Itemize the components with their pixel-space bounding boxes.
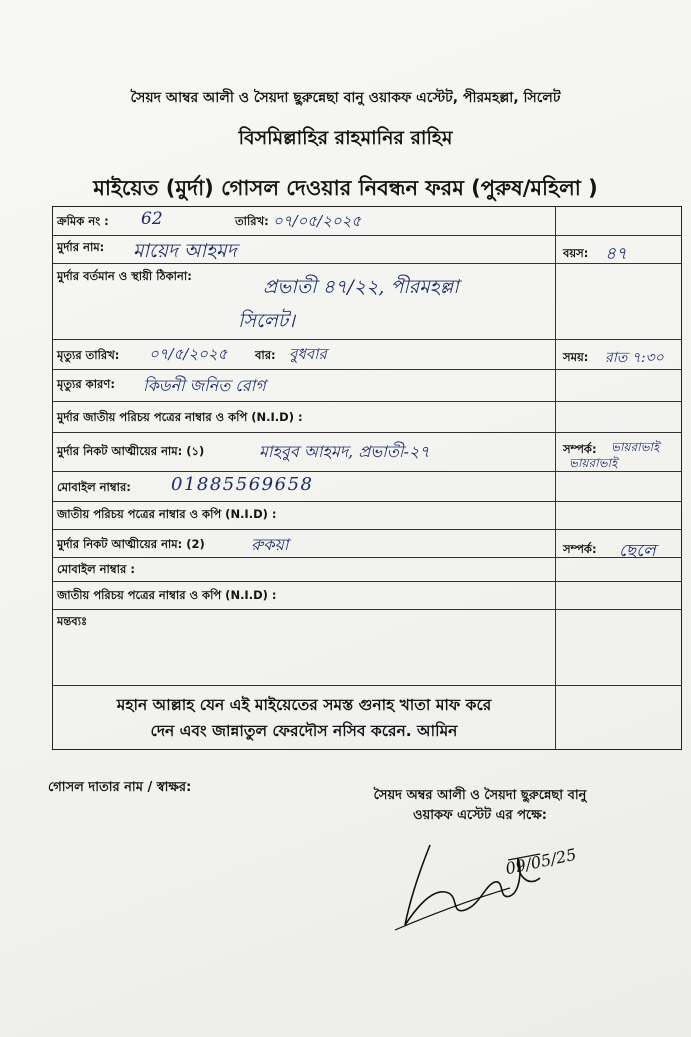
relation1-value-2: ভায়রাভাই xyxy=(569,456,618,470)
time-value: রাত ৭:৩০ xyxy=(605,350,664,366)
relative1-value: মাহবুব আহমদ, প্রভাতী-২৭ xyxy=(259,442,430,461)
estate-line-2: ওয়াকফ এস্টেট এর পক্ষে: xyxy=(413,808,547,823)
row-divider xyxy=(53,501,681,502)
nid2-label: জাতীয় পরিচয় পত্রের নাম্বার ও কপি (N.I.D) : xyxy=(57,588,277,602)
day-value: বুধবার xyxy=(289,345,327,363)
address-label: মুর্দার বর্তমান ও স্থায়ী ঠিকানা: xyxy=(57,269,192,283)
dua-line-1: মহান আল্লাহ যেন এই মাইয়েতের সমস্ত গুনাহ খাতা মাফ করে xyxy=(116,696,492,714)
row-divider xyxy=(53,581,681,582)
address-value-line1: প্রভাতী ৪৭/২২, পীরমহল্লা xyxy=(263,276,459,298)
estate-signatory xyxy=(340,786,620,826)
dua-line-2: দেন এবং জান্নাতুল ফেরদৌস নসিব করেন. আমিন xyxy=(150,722,458,740)
age-label: বয়স: xyxy=(563,246,589,260)
row-divider xyxy=(53,369,681,370)
relation2-value: ছেলে xyxy=(619,541,656,561)
row-divider xyxy=(53,685,681,686)
date-value: ০৭/০৫/২০২৫ xyxy=(273,212,362,230)
estate-heading: সৈয়দ আম্বর আলী ও সৈয়দা ছুরুন্নেছা বানু ওয়াকফ এস্টেট, পীরমহল্লা, সিলেট xyxy=(130,90,561,106)
nid-label: মুর্দার জাতীয় পরিচয় পত্রের নাম্বার ও কপি (N.I.D) : xyxy=(57,410,303,424)
registration-table xyxy=(52,206,682,750)
day-label: বার: xyxy=(255,348,276,362)
relation1-label: সম্পর্ক: xyxy=(563,442,597,456)
name-label: মুর্দার নাম: xyxy=(57,240,105,254)
relative2-value: রুকয়া xyxy=(251,535,289,554)
row-divider xyxy=(53,432,681,433)
row-divider xyxy=(53,529,681,530)
mobile1-label: মোবাইল নাম্বার: xyxy=(57,480,131,494)
cause-label: মৃত্যুর কারণ: xyxy=(57,377,115,391)
relation2-label: সম্পর্ক: xyxy=(563,542,597,556)
date-label: তারিখ: xyxy=(235,214,269,228)
cause-value: কিডনী জনিত রোগ xyxy=(143,376,266,395)
name-value: মায়েদ আহমদ xyxy=(133,240,237,262)
row-divider xyxy=(53,401,681,402)
mobile1-value: 01885569658 xyxy=(171,474,314,495)
mobile2-label: মোবাইল নাম্বার : xyxy=(57,562,135,576)
row-divider xyxy=(53,609,681,610)
relation1-value: ভায়রাভাই xyxy=(611,440,660,454)
serial-value: 62 xyxy=(141,209,163,229)
remarks-label: মন্তব্যঃ xyxy=(57,614,88,628)
death-date-label: মৃত্যুর তারিখ: xyxy=(57,348,120,362)
washer-signature-label: গোসল দাতার নাম / স্বাক্ষর: xyxy=(48,780,192,795)
bismillah-heading: বিসমিল্লাহির রাহমানির রাহিম xyxy=(238,127,453,149)
column-divider xyxy=(555,207,556,750)
estate-line-1: সৈয়দ অম্বর আলী ও সৈয়দা ছুরুন্নেছা বানু xyxy=(373,788,587,803)
serial-label: ক্রমিক নং : xyxy=(57,214,109,228)
time-label: সময়: xyxy=(563,350,589,364)
signature-date: 09/05/25 xyxy=(503,844,579,879)
row-divider xyxy=(53,235,681,236)
address-value-line2: সিলেট। xyxy=(238,310,295,332)
death-date-value: ০৭/৫/২০২৫ xyxy=(149,345,228,363)
relative2-label: মুর্দার নিকট আত্মীয়ের নাম: (2) xyxy=(57,537,205,551)
form-title: মাইয়েত (মুর্দা) গোসল দেওয়ার নিবন্ধন ফরম (পুরুষ/মহিলা ) xyxy=(93,176,598,200)
age-value: ৪৭ xyxy=(605,244,628,264)
nid1-label: জাতীয় পরিচয় পত্রের নাম্বার ও কপি (N.I.D) : xyxy=(57,507,277,521)
row-divider xyxy=(53,339,681,340)
relative1-label: মুর্দার নিকট আত্মীয়ের নাম: (১) xyxy=(57,444,205,458)
